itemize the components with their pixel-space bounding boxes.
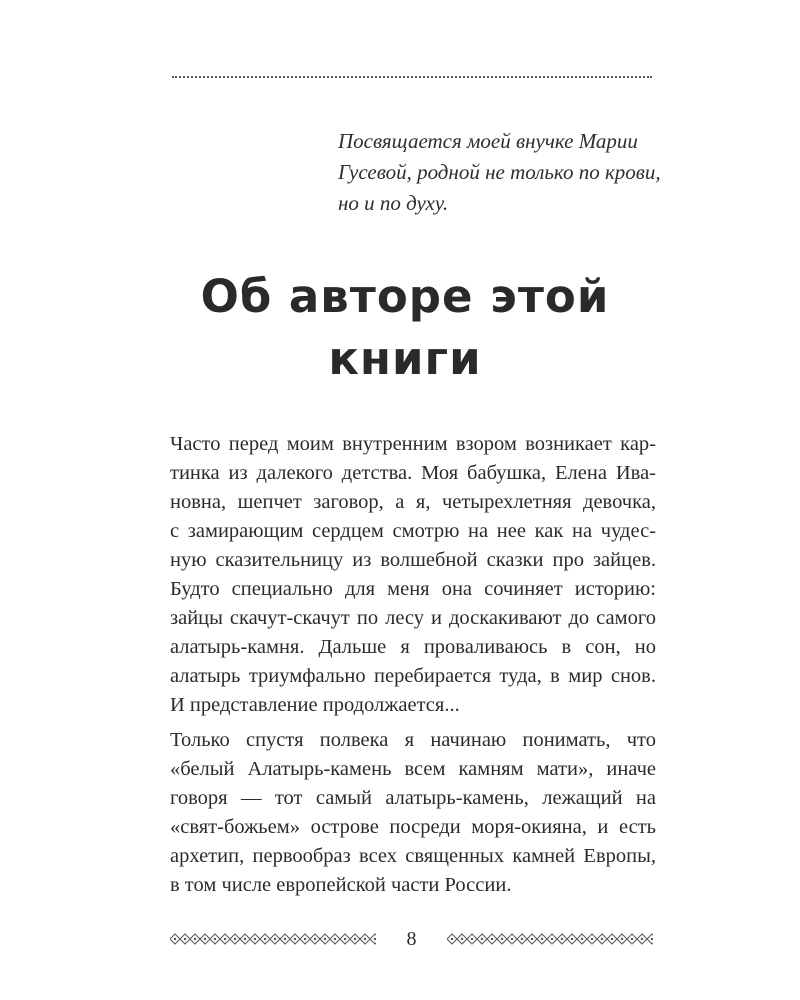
footer-ornament-left [170, 933, 376, 945]
footer-ornament-right [447, 933, 653, 945]
top-dotted-rule [172, 76, 652, 78]
text-line: И представление продолжается... [170, 694, 460, 716]
text-line: алатырь-камня. Дальше я проваливаюсь в сон, но [170, 636, 656, 658]
text-line: Будто специально для меня она сочиняет историю: [170, 578, 656, 600]
text-line: зайцы скачут-скачут по лесу и доскакивают до самого [170, 607, 656, 629]
text-line: ную сказительницу из волшебной сказки про зайцев. [170, 549, 656, 571]
dedication [338, 126, 678, 219]
text-line: «свят-божьем» острове посреди моря-окияна, и есть [170, 816, 656, 838]
text-line: алатырь триумфально перебирается туда, в мир снов. [170, 665, 656, 687]
text-line: тинка из далекого детства. Моя бабушка, Елена Ива- [170, 462, 656, 484]
body-text [170, 430, 656, 906]
text-line: архетип, первообраз всех священных камней Европы, [170, 845, 656, 867]
dedication-line: Гусевой, родной не только по крови, [338, 160, 661, 184]
text-line: новна, шепчет заговор, а я, четырехлетняя девочка, [170, 491, 656, 513]
text-line: Только спустя полвека я начинаю понимать, что [170, 729, 656, 751]
dedication-line: Посвящается моей внучке Марии [338, 129, 638, 153]
chapter-title-line: книги [328, 332, 482, 385]
paragraph-2 [170, 726, 656, 900]
text-line: с замирающим сердцем смотрю на нее как на чудес- [170, 520, 656, 542]
text-line: Часто перед моим внутренним взором возникает кар- [170, 433, 656, 455]
dedication-line: но и по духу. [338, 191, 449, 215]
page-number: 8 [406, 928, 417, 950]
text-line: «белый Алатырь-камень всем камням мати», иначе [170, 758, 656, 780]
text-line: говоря — тот самый алатырь-камень, лежащий на [170, 787, 656, 809]
chapter-title-line: Об авторе этой [200, 270, 610, 323]
text-line: в том числе европейской части России. [170, 874, 512, 896]
chapter-title [170, 266, 640, 390]
paragraph-1 [170, 430, 656, 720]
